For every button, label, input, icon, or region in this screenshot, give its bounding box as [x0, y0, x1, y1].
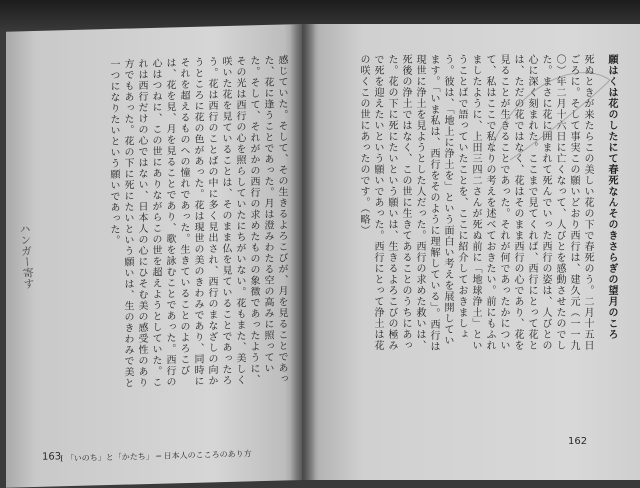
right-page-body: 死ぬときが来たらこの美しい花の下で春死のう。二月十五日ごろに。そして事実この願いどおり西行は、建久元（一一九〇）年二月十六日に亡くなって、人びとを感動させたのでした。まさに花に囲まれて死んでいった西行の姿は、人びとの心に深く刻まれた。ここまで見てくれば、西行にとって花とは、ただの花ではなく、花はそのまま西行の心であり、花を見ることが生きることであった。それが何であったかについて、私はここで私なりの考えを述べておきたい。前にもふれましたように、上田三四二さんが死ぬ前に「地球浄土」ということばで語っていたことを、ここに紹介しておきましょう。彼は、「地上に浄土を」という面白い考えを展開しています。「いま私は、西行をそのように理解している」。西行は現世に浄土を見ようとした人だった。西行の求めた救いは、死後の浄土ではなく、この世に生きてあることのうちにあった。花の下に死にたいという願いは、生きるよろこびの極みで死を迎えたいという願いであった。西行にとって浄土は花の咲くこの世にあったのです。（略）	[358, 54, 593, 352]
left-page-body: 感じていた。そして、その生きるよろこびが、月を見ることであった、花に逢うことであった。月は澄みわたる空の高みに照っていた。そして、それがかの西行の求めたものの象徴であったように、その光は西行の心を照らしていたにちがいない。花もまた、美しく咲いた花を見ていることは、そのまま仏を見ていることであったろう。花は西行のことばの中に多く見出され、西行のまなざしの向かうところに花の色があった。花は現世の美のきわみであり、同時にそれを超えるものへの憧れであった。生きていることのよろこびは、花を見、月を見ることであり、歌を詠むことであった。西行の心はつねに、この世にありながらこの世を超えようとしていた。これは西行だけの心ではない、日本人の心にひそむ美の感受性のあり方でもあった。花の下に死にたいという願いは、生のきわみで美と一つになりたいという願いであった。	[108, 54, 287, 389]
left-page	[6, 24, 302, 488]
waka-poem: 願はくは花のしたにて春死なんそのきさらぎの望月のころ	[606, 54, 617, 340]
left-page-number: 163	[42, 451, 62, 463]
left-running-head: I 「いのち」と「かたち」 ─ 日本人のこころのあり方	[60, 449, 252, 464]
handwritten-margin-note: ハンガー寄す	[17, 222, 36, 290]
pencil-scribble	[480, 60, 620, 170]
right-page-number: 162	[568, 436, 588, 447]
book-gutter	[290, 24, 316, 480]
